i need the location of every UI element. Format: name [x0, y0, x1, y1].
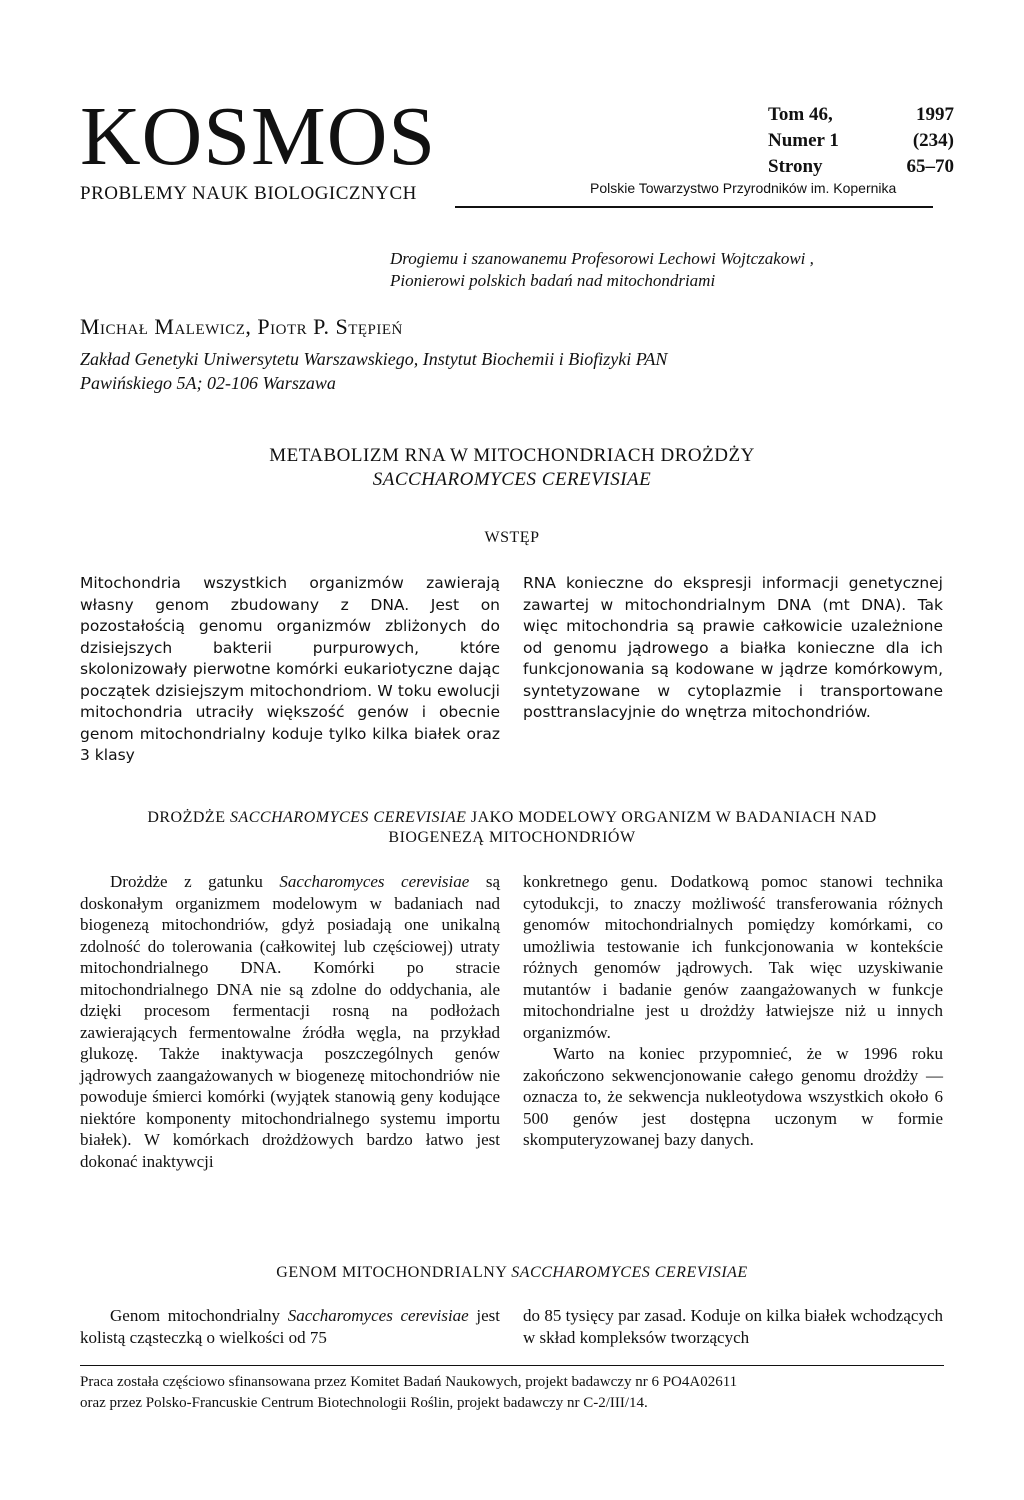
issue-info: [768, 102, 954, 180]
yeast-column-right: [523, 871, 943, 1151]
genome-heading-part-a: GENOM MITOCHONDRIALNY: [276, 1264, 512, 1281]
genome-paragraph-left: [80, 1305, 500, 1348]
yeast-heading-part-a: DROŻDŻE: [147, 809, 230, 826]
issue-number-row: [768, 128, 954, 154]
yeast-left-part-a: Drożdże z gatunku: [110, 872, 280, 891]
yeast-heading-line-1: [0, 808, 1024, 828]
intro-paragraph-right: RNA konieczne do ekspresji informacji genetycznej zawartej w mitochondrialnym DNA (mt DNA). Tak więc mitochondria są prawie całkowicie uzależnione od genomu jądrowego a białka konieczne dla ich funkcjonowania są kodowane w jądrze komórkowym, syntetyzowane w cytoplazmie i transportowane posttranslacyjnie do wnętrza mitochondriów.: [523, 574, 943, 721]
issue-volume-value: 1997: [916, 104, 954, 125]
yeast-paragraph-left: [80, 871, 500, 1172]
issue-pages-row: [768, 154, 954, 180]
authors: Michał Malewicz, Piotr P. Stępień: [80, 314, 403, 339]
intro-column-right: [523, 573, 943, 724]
intro-paragraph-left: Mitochondria wszystkich organizmów zawierają własny genom zbudowany z DNA. Jest on pozostałością genomu organizmów zbliżonych do dzisiejszych bakterii purpurowych, które skolonizowały pierwotne komórki eukariotyczne dając początek dzisiejszym mitochondriom. W toku ewolucji mitochondria utraciły większość genów i obecnie genom mitochondrialny koduje tylko kilka białek oraz 3 klasy: [80, 574, 500, 764]
dedication: [390, 248, 950, 292]
yeast-heading-line-2: BIOGENEZĄ MITOCHONDRIÓW: [388, 829, 636, 846]
issue-pages-value: 65–70: [906, 156, 954, 177]
genome-left-species: Saccharomyces cerevisiae: [287, 1306, 469, 1325]
article-title: [0, 444, 1024, 492]
publisher-society: Polskie Towarzystwo Przyrodników im. Kopernika: [590, 180, 897, 196]
issue-pages-label: Strony: [768, 156, 823, 177]
footnote-rule: [80, 1365, 944, 1366]
dedication-line-2: Pionierowi polskich badań nad mitochondriami: [390, 271, 716, 290]
masthead-rule: [455, 206, 933, 208]
genome-left-part-b: jest kolistą cząsteczką o wielkości od 75: [80, 1306, 500, 1347]
issue-volume-label: Tom 46,: [768, 104, 833, 125]
genome-paragraph-right: do 85 tysięcy par zasad. Koduje on kilka białek wchodzących w skład kompleksów tworzących: [523, 1306, 943, 1347]
journal-subtitle: PROBLEMY NAUK BIOLOGICZNYCH: [80, 183, 417, 204]
issue-volume-row: [768, 102, 954, 128]
section-heading-intro: WSTĘP: [484, 529, 540, 546]
genome-column-left: [80, 1305, 500, 1348]
genome-column-right: [523, 1305, 943, 1348]
yeast-column-left: [80, 871, 500, 1172]
article-title-line-1: METABOLIZM RNA W MITOCHONDRIACH DROŻDŻY: [269, 445, 755, 466]
intro-column-left: [80, 573, 500, 767]
affiliation-line-1: Zakład Genetyki Uniwersytetu Warszawskiego, Instytut Biochemii i Biofizyki PAN: [80, 349, 668, 369]
dedication-line-1: Drogiemu i szanowanemu Profesorowi Lechowi Wojtczakowi ,: [390, 249, 814, 268]
genome-heading-species: SACCHAROMYCES CEREVISIAE: [511, 1264, 748, 1281]
footnote-line-1: Praca została częściowo sfinansowana przez Komitet Badań Naukowych, projekt badawczy nr 6 PO4A02611: [80, 1374, 738, 1390]
yeast-heading-part-b: JAKO MODELOWY ORGANIZM W BADANIACH NAD: [466, 809, 877, 826]
article-title-line-2: SACCHAROMYCES CEREVISIAE: [372, 469, 652, 490]
yeast-left-part-b: są doskonałym organizmem modelowym w badaniach nad biogenezą mitochondriów, gdyż posiadają one unikalną zdolność do tolerowania (całkowitej lub częściowej) utraty mitochondrialnego DNA. Komórki po stracie mitochondrialnego DNA nie są zdolne do oddychania, ale dzięki procesom fermentacji rosną na podłożach zawierających fermentowalne źródła węgla, na przykład glukozę. Także inaktywacja poszczególnych genów jądrowych zaangażowanych w biogenezę mitochondriów nie powoduje śmierci komórki (wyjątek stanowią geny kodujące niektóre komponenty mitochondrialnego systemu importu białek). W komórkach drożdżowych bardzo łatwo jest dokonać inaktywcji: [80, 872, 500, 1171]
yeast-heading-species: SACCHAROMYCES CEREVISIAE: [229, 809, 467, 826]
journal-title: KOSMOS: [80, 90, 437, 183]
genome-left-part-a: Genom mitochondrialny: [110, 1306, 288, 1325]
yeast-left-species: Saccharomyces cerevisiae: [279, 872, 470, 891]
yeast-paragraph-right-2: Warto na koniec przypomnieć, że w 1996 roku zakończono sekwencjonowanie całego genomu drożdży — oznacza to, że sekwencja nukleotydowa wszystkich około 6 500 genów jest dostępna uczonym w formie skomputeryzowanej bazy danych.: [523, 1044, 943, 1149]
footnote-line-2: oraz przez Polsko-Francuskie Centrum Biotechnologii Roślin, projekt badawczy nr C-2/III/14.: [80, 1395, 648, 1411]
affiliation-line-2: Pawińskiego 5A; 02-106 Warszawa: [80, 373, 336, 393]
issue-number-value: (234): [912, 130, 954, 151]
funding-footnote: [80, 1372, 960, 1414]
section-heading-yeast: [0, 808, 1024, 848]
affiliation: [80, 347, 980, 395]
journal-masthead: [80, 90, 480, 205]
section-heading-genome: [0, 1263, 1024, 1283]
yeast-paragraph-right-1: konkretnego genu. Dodatkową pomoc stanowi technika cytodukcji, to znaczy możliwość transferowania różnych genomów mitochondrialnych pomiędzy komórkami, co umożliwia testowanie ich funkcjonowania w kontekście różnych genomów jądrowych. Tak więc uzyskiwanie mutantów i badanie genów zaangażowanych w funkcje mitochondrialne jest u drożdży łatwiejsze niż u innych organizmów.: [523, 872, 943, 1042]
issue-number-label: Numer 1: [768, 130, 839, 151]
